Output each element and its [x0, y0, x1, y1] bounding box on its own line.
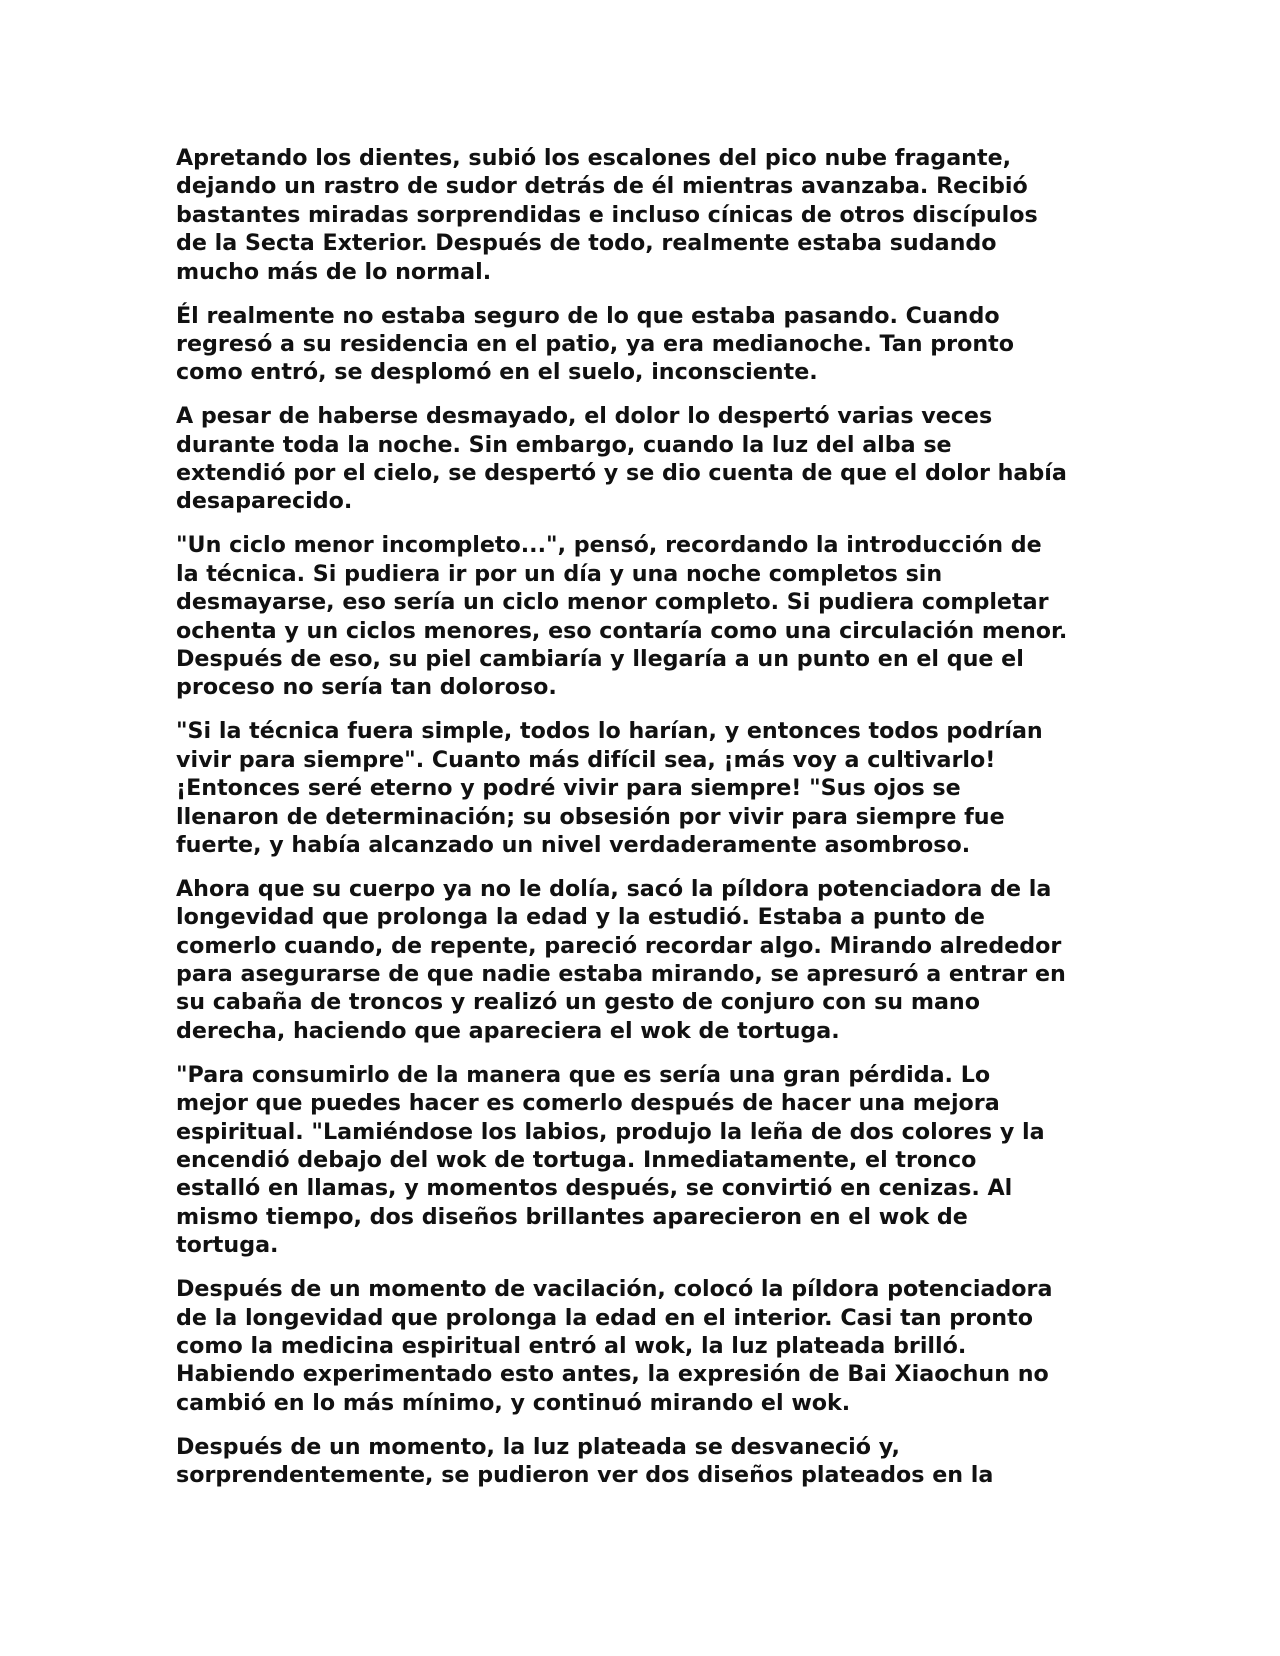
paragraph-4: "Un ciclo menor incompleto...", pensó, recordando la introducción de la técnica. Si pudiera ir por un día y una noche completos sin desmayarse, eso sería un ciclo menor completo. Si pudiera completar ochenta y un ciclos menores, eso contaría como una circulación menor. Después de eso, su piel cambiaría y llegaría a un punto en el que el proceso no sería tan doloroso.	[176, 532, 1068, 701]
paragraph-2: Él realmente no estaba seguro de lo que estaba pasando. Cuando regresó a su residencia en el patio, ya era medianoche. Tan pronto como entró, se desplomó en el suelo, inconsciente.	[176, 302, 1014, 386]
document-page	[176, 144, 1106, 1505]
paragraph-1: Apretando los dientes, subió los escalones del pico nube fragante, dejando un rastro de sudor detrás de él mientras avanzaba. Recibió bastantes miradas sorprendidas e incluso cínicas de otros discípulos de la Secta Exterior. Después de todo, realmente estaba sudando mucho más de lo normal.	[176, 145, 1038, 285]
paragraph-9: Después de un momento, la luz plateada se desvaneció y, sorprendentemente, se pudieron ver dos diseños plateados en la	[176, 1433, 994, 1489]
paragraph-7: "Para consumirlo de la manera que es sería una gran pérdida. Lo mejor que puedes hacer es comerlo después de hacer una mejora espiritual. "Lamiéndose los labios, produjo la leña de dos colores y la encendió debajo del wok de tortuga. Inmediatamente, el tronco estalló en llamas, y momentos después, se convirtió en cenizas. Al mismo tiempo, dos diseños brillantes aparecieron en el wok de tortuga.	[176, 1061, 1045, 1259]
paragraph-5: "Si la técnica fuera simple, todos lo harían, y entonces todos podrían vivir para siempre". Cuanto más difícil sea, ¡más voy a cultivarlo! ¡Entonces seré eterno y podré vivir para siempre! "Sus ojos se llenaron de determinación; su obsesión por vivir para siempre fue fuerte, y había alcanzado un nivel verdaderamente asombroso.	[176, 718, 1043, 858]
paragraph-3: A pesar de haberse desmayado, el dolor lo despertó varias veces durante toda la noche. Sin embargo, cuando la luz del alba se extendió por el cielo, se despertó y se dio cuenta de que el dolor había desaparecido.	[176, 403, 1067, 515]
paragraph-6: Ahora que su cuerpo ya no le dolía, sacó la píldora potenciadora de la longevidad que prolonga la edad y la estudió. Estaba a punto de comerlo cuando, de repente, pareció recordar algo. Mirando alrededor para asegurarse de que nadie estaba mirando, se apresuró a entrar en su cabaña de troncos y realizó un gesto de conjuro con su mano derecha, haciendo que apareciera el wok de tortuga.	[176, 875, 1066, 1044]
paragraph-8: Después de un momento de vacilación, colocó la píldora potenciadora de la longevidad que prolonga la edad en el interior. Casi tan pronto como la medicina espiritual entró al wok, la luz plateada brilló. Habiendo experimentado esto antes, la expresión de Bai Xiaochun no cambió en lo más mínimo, y continuó mirando el wok.	[176, 1276, 1053, 1416]
